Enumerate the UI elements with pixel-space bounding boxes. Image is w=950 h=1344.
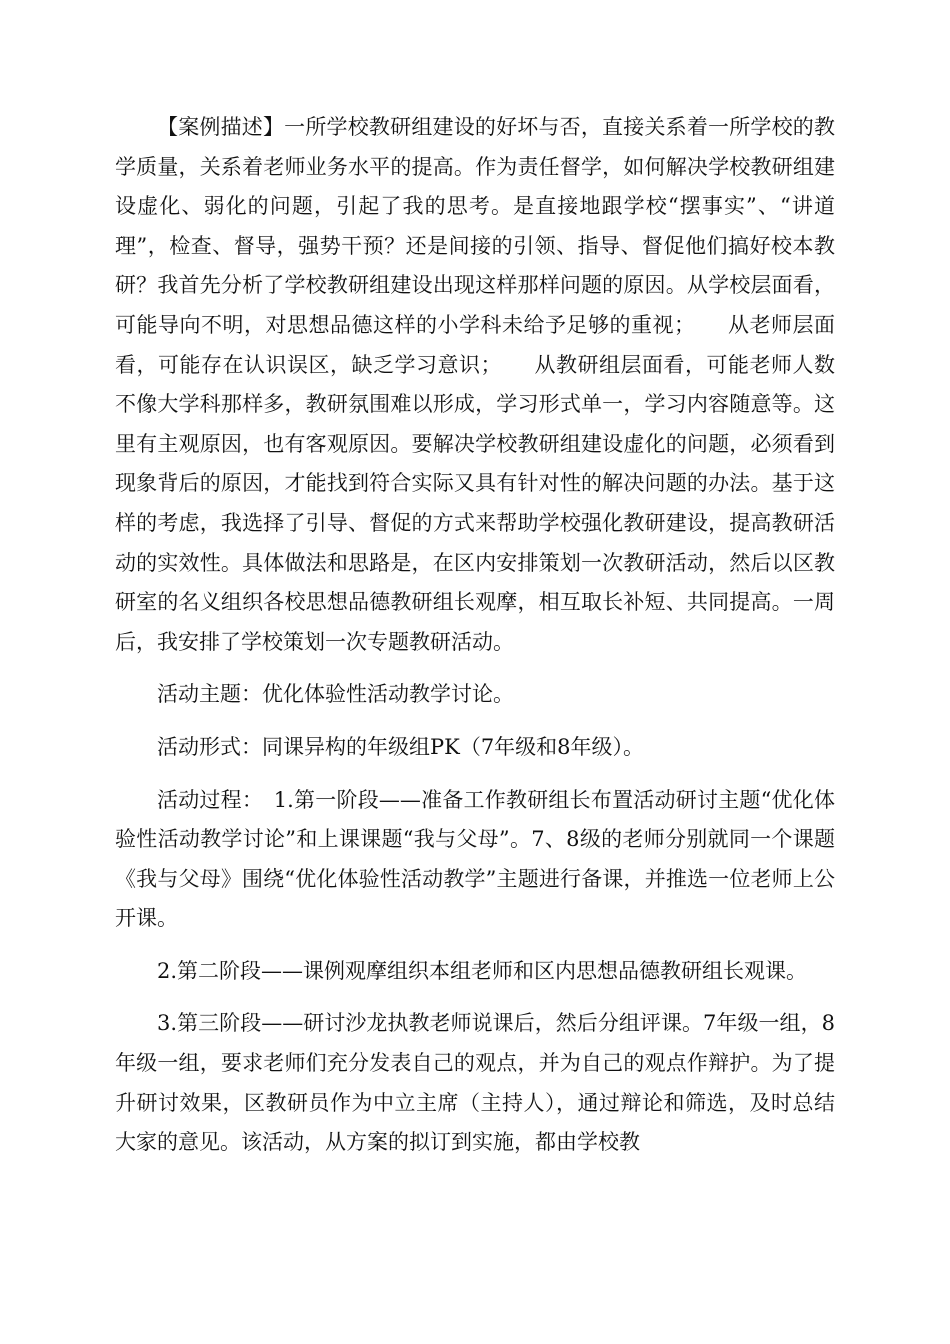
paragraph-case-description: 【案例描述】一所学校教研组建设的好坏与否，直接关系着一所学校的教学质量，关系着老师业务水平的提高。作为责任督学，如何解决学校教研组建设虚化、弱化的问题，引起了我的思考。是直接地跟学校“摆事实”、“讲道理”，检查、督导，强势干预？还是间接的引领、指导、督促他们搞好校本教研？我首先分析了学校教研组建设出现这样那样问题的原因。从学校层面看，可能导向不明，对思想品德这样的小学科未给予足够的重视； 从老师层面看，可能存在认识误区，缺乏学习意识； 从教研组层面看，可能老师人数不像大学科那样多，教研氛围难以形成，学习形式单一，学习内容随意等。这里有主观原因，也有客观原因。要解决学校教研组建设虚化的问题，必须看到现象背后的原因，才能找到符合实际又具有针对性的解决问题的办法。基于这样的考虑，我选择了引导、督促的方式来帮助学校强化教研建设，提高教研活动的实效性。具体做法和思路是，在区内安排策划一次教研活动，然后以区教研室的名义组织各校思想品德教研组长观摩，相互取长补短、共同提高。一周后，我安排了学校策划一次专题教研活动。 — [115, 115, 835, 654]
paragraph-activity-process-stage-2: 2.第二阶段——课例观摩组织本组老师和区内思想品德教研组长观课。 — [157, 958, 808, 983]
paragraph-activity-process-stage-1: 活动过程： 1.第一阶段——准备工作教研组长布置活动研讨主题“优化体验性活动教学讨论”和上课课题“我与父母”。7、8级的老师分别就同一个课题《我与父母》围绕“优化体验性活动教学”主题进行备课，并推选一位老师上公开课。 — [115, 787, 835, 931]
paragraph-activity-theme: 活动主题：优化体验性活动教学讨论。 — [157, 682, 514, 707]
paragraph-activity-form: 活动形式：同课异构的年级组PK（7年级和8年级）。 — [157, 734, 645, 759]
paragraph-activity-process-stage-3: 3.第三阶段——研讨沙龙执教老师说课后，然后分组评课。7年级一组，8年级一组，要求老师们充分发表自己的观点，并为自己的观点作辩护。为了提升研讨效果，区教研员作为中立主席（主持人），通过辩论和筛选，及时总结大家的意见。该活动，从方案的拟订到实施，都由学校教 — [115, 1011, 835, 1155]
document-body — [115, 108, 835, 1163]
